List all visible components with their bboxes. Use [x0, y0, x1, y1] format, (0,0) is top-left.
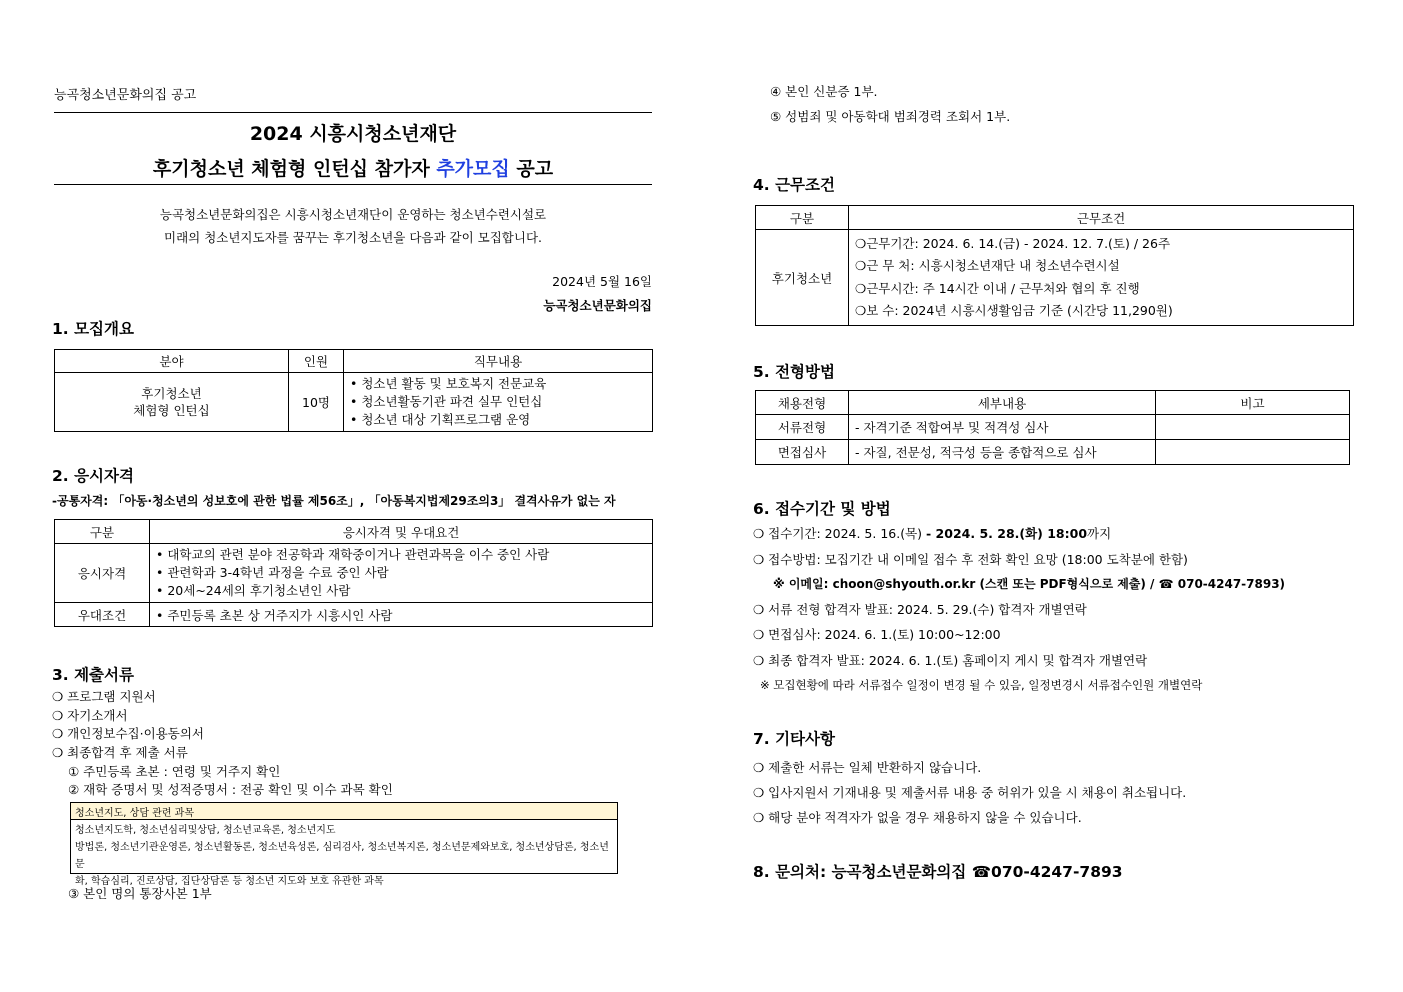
work-condition-item: ❍근무시간: 주 14시간 이내 / 근무처와 협의 후 진행 — [855, 280, 1140, 296]
count-cell: 10명 — [289, 373, 344, 432]
title-line1: 2024 시흥시청소년재단 — [249, 123, 457, 145]
recruit-table — [54, 349, 653, 432]
selection-table — [755, 390, 1350, 465]
documents-list — [52, 688, 204, 762]
announcement-org: 능곡청소년문화의집 공고 — [54, 88, 197, 103]
work-label-cell: 후기청소년 — [756, 230, 849, 326]
other-item: ❍ 제출한 서류는 일체 반환하지 않습니다. — [753, 760, 982, 775]
other-item: ❍ 해당 분야 적격자가 없을 경우 채용하지 않을 수 있습니다. — [753, 810, 1082, 825]
title-top-rule — [54, 112, 652, 113]
announcement-date: 2024년 5월 16일 — [552, 274, 652, 289]
period-suffix: 까지 — [1087, 526, 1112, 541]
detail-cell: - 자격기준 적합여부 및 적격성 심사 — [849, 415, 1156, 440]
doc-result-date: ❍ 서류 전형 합격자 발표: 2024. 5. 29.(수) 합격자 개별연락 — [753, 602, 1087, 617]
stage-cell: 서류전형 — [756, 415, 849, 440]
sub-doc-1: ① 주민등록 초본 : 연령 및 거주지 확인 — [68, 764, 281, 779]
document-item: ❍ 개인정보수집·이용동의서 — [52, 726, 204, 741]
field-cell — [55, 373, 289, 432]
work-conditions-table — [755, 205, 1354, 326]
subjects-box-body — [71, 820, 617, 892]
period-end: - 2024. 5. 28.(화) 18:00 — [926, 526, 1088, 541]
application-method: ❍ 접수방법: 모집기간 내 이메일 접수 후 전화 확인 요망 (18:00 도착분에 한함) — [753, 552, 1188, 567]
title-line2 — [54, 154, 652, 181]
field-line2: 체험형 인턴십 — [133, 403, 210, 418]
sub-doc-2: ② 재학 증명서 및 성적증명서 : 전공 확인 및 이수 과목 확인 — [68, 782, 393, 797]
section-1-title: 1. 모집개요 — [52, 320, 134, 338]
intro-line2: 미래의 청소년지도자를 꿈꾸는 후기청소년을 다음과 같이 모집합니다. — [164, 230, 542, 245]
interview-date: ❍ 면접심사: 2024. 6. 1.(토) 10:00~12:00 — [753, 627, 1001, 642]
col-detail: 세부내용 — [849, 391, 1156, 415]
stage-cell: 면접심사 — [756, 440, 849, 465]
pref-item-cell: • 주민등록 초본 상 거주지가 시흥시인 사람 — [150, 603, 653, 627]
section-6-title: 6. 접수기간 및 방법 — [753, 500, 891, 518]
qual-item: • 관련학과 3-4학년 과정을 수료 중인 사람 — [156, 565, 389, 580]
duty-item: • 청소년활동기관 파견 실무 인턴십 — [350, 394, 543, 409]
intro-line1: 능곡청소년문화의집은 시흥시청소년재단이 운영하는 청소년수련시설로 — [159, 207, 547, 222]
qualification-table — [54, 519, 653, 627]
schedule-note: ※ 모집현황에 따라 서류접수 일정이 변경 될 수 있음, 일정변경시 서류접수인원 개별연락 — [760, 678, 1203, 692]
col-requirements: 응시자격 및 우대요건 — [150, 520, 653, 544]
note-cell — [1156, 415, 1350, 440]
pref-label-cell: 우대조건 — [55, 603, 150, 627]
sub-doc-3: ③ 본인 명의 통장사본 1부 — [68, 886, 212, 901]
detail-cell: - 자질, 전문성, 적극성 등을 종합적으로 심사 — [849, 440, 1156, 465]
title-line2-pre: 후기청소년 체험형 인턴십 참가자 — [152, 158, 437, 180]
col-count: 인원 — [289, 350, 344, 373]
other-item: ❍ 입사지원서 기재내용 및 제출서류 내용 중 허위가 있을 시 채용이 취소됩니다. — [753, 785, 1187, 800]
col-conditions: 근무조건 — [849, 206, 1354, 230]
col-note: 비고 — [1156, 391, 1350, 415]
qual-items-cell — [150, 544, 653, 603]
document-item: ❍ 자기소개서 — [52, 707, 128, 723]
duty-item: • 청소년 활동 및 보호복지 전문교육 — [350, 376, 547, 391]
qual-item: • 20세~24세의 후기청소년인 사람 — [156, 583, 351, 598]
final-result-date: ❍ 최종 합격자 발표: 2024. 6. 1.(토) 홈페이지 게시 및 합격자 개별연락 — [753, 653, 1148, 668]
document-item: ❍ 최종합격 후 제출 서류 — [52, 744, 188, 760]
signature-org: 능곡청소년문화의집 — [543, 298, 652, 313]
sub-doc-4: ④ 본인 신분증 1부. — [770, 84, 878, 99]
work-condition-item: ❍근 무 처: 시흥시청소년재단 내 청소년수련시설 — [855, 258, 1120, 273]
duty-item: • 청소년 대상 기획프로그램 운영 — [350, 412, 531, 427]
duty-cell — [344, 373, 653, 432]
subjects-box-header: 청소년지도, 상담 관련 과목 — [71, 803, 617, 820]
section-5-title: 5. 전형방법 — [753, 363, 835, 381]
col-field: 분야 — [55, 350, 289, 373]
subjects-box — [70, 802, 618, 887]
section-3-title: 3. 제출서류 — [52, 666, 134, 684]
section-2-title: 2. 응시자격 — [52, 467, 134, 485]
qual-item: • 대학교의 관련 분야 전공학과 재학중이거나 관련과목을 이수 중인 사람 — [156, 547, 550, 562]
section-7-title: 7. 기타사항 — [753, 730, 835, 748]
work-items-cell — [849, 230, 1354, 326]
section-4-title: 4. 근무조건 — [753, 176, 835, 194]
col-category: 구분 — [55, 520, 150, 544]
period-start: ❍ 접수기간: 2024. 5. 16.(목) — [753, 526, 927, 541]
title-bottom-rule — [54, 184, 652, 185]
document-item: ❍ 프로그램 지원서 — [52, 689, 156, 704]
field-line1: 후기청소년 — [141, 386, 202, 401]
note-cell — [1156, 440, 1350, 465]
subjects-line: 청소년지도학, 청소년심리및상담, 청소년교육론, 청소년지도 — [75, 825, 336, 836]
subjects-line: 화, 학습심리, 진로상담, 집단상담론 등 청소년 지도와 보호 유관한 과목 — [75, 876, 384, 887]
col-duty: 직무내용 — [344, 350, 653, 373]
col-stage: 채용전형 — [756, 391, 849, 415]
sub-doc-5: ⑤ 성범죄 및 아동학대 범죄경력 조회서 1부. — [770, 109, 1011, 124]
title-line2-post: 공고 — [509, 158, 554, 180]
subjects-line: 방법론, 청소년기관운영론, 청소년활동론, 청소년육성론, 심리검사, 청소년복지론, 청소년문제와보호, 청소년상담론, 청소년문 — [75, 842, 609, 870]
email-info: ※ 이메일: choon@shyouth.or.kr (스캔 또는 PDF형식으로 제출) / ☎ 070-4247-7893) — [773, 577, 1286, 591]
title-highlight: 추가모집 — [436, 158, 510, 180]
col-category: 구분 — [756, 206, 849, 230]
common-qualification: -공통자격: 「아동·청소년의 성보호에 관한 법률 제56조」, 「아동복지법제29조의3」 결격사유가 없는 자 — [52, 494, 616, 508]
work-condition-item: ❍근무기간: 2024. 6. 14.(금) - 2024. 12. 7.(토) / 26주 — [855, 235, 1171, 251]
qual-label-cell: 응시자격 — [55, 544, 150, 603]
application-period — [753, 524, 1111, 542]
contact-info: 8. 문의처: 능곡청소년문화의집 ☎070-4247-7893 — [753, 863, 1123, 881]
work-condition-item: ❍보 수: 2024년 시흥시생활임금 기준 (시간당 11,290원) — [855, 303, 1173, 318]
